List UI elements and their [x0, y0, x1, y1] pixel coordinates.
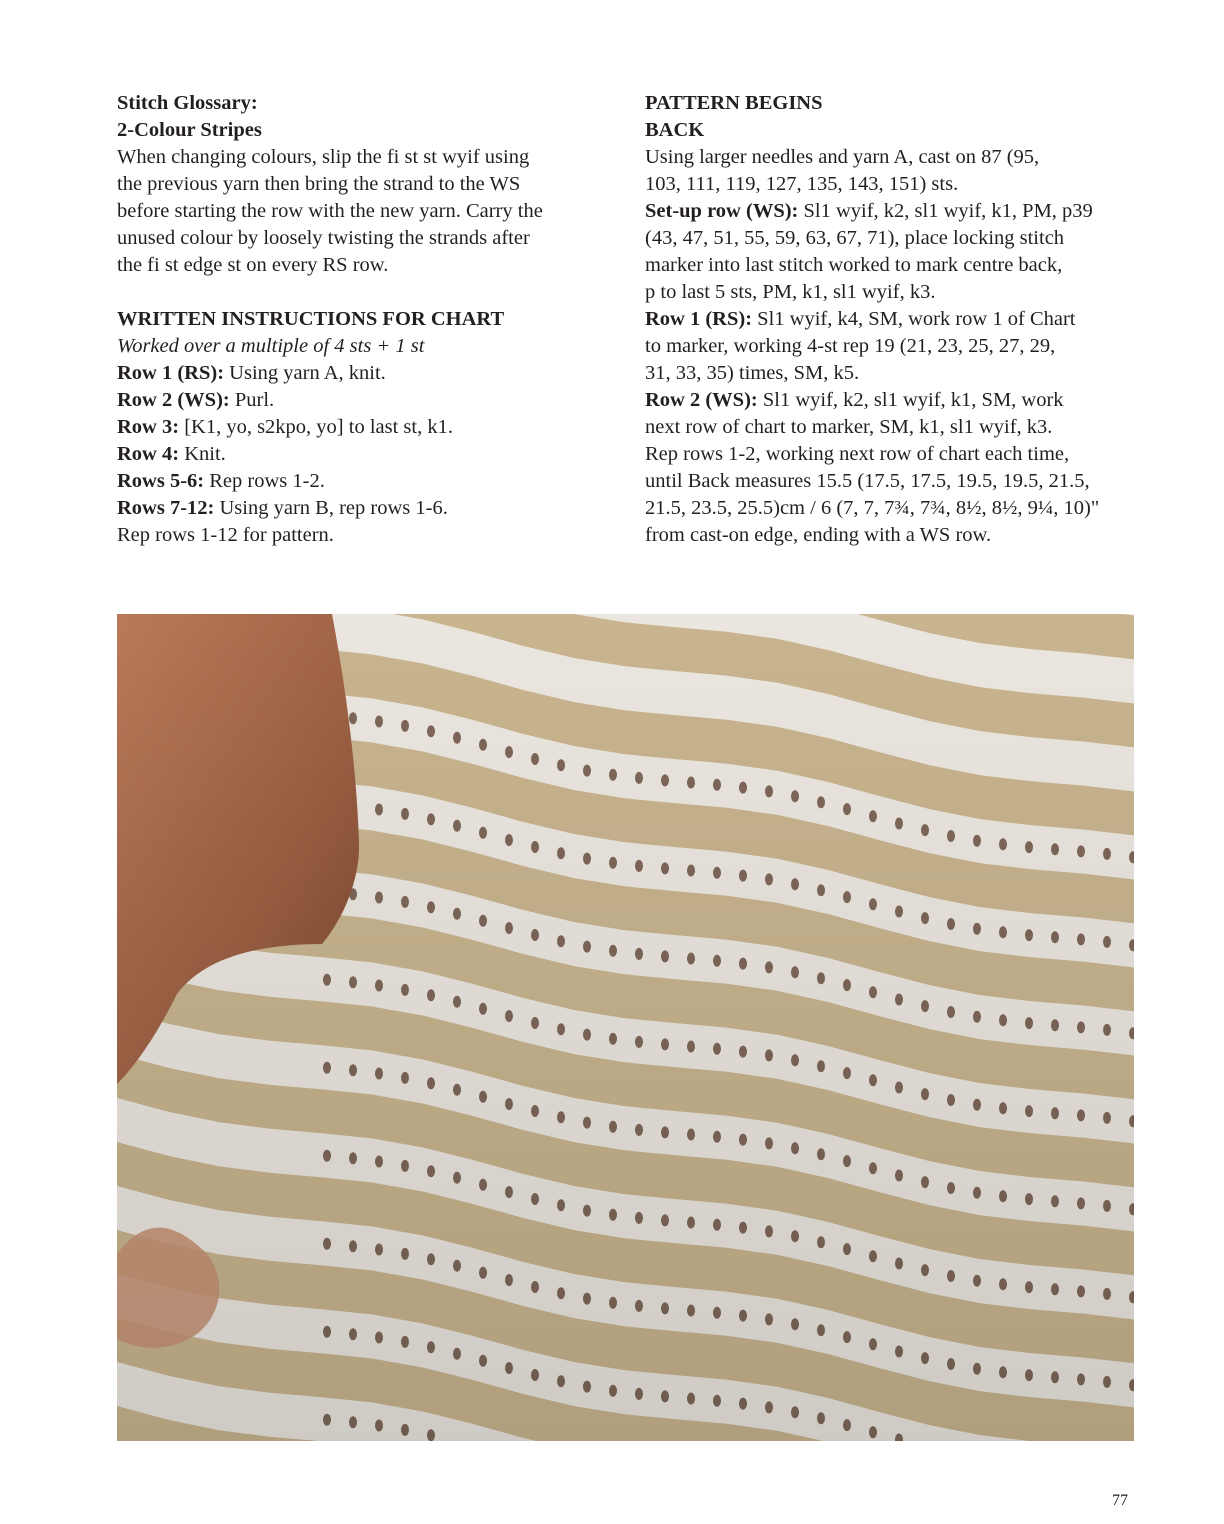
back-heading: BACK: [645, 119, 705, 141]
row-label: Row 4:: [117, 443, 180, 465]
chart-row: [117, 495, 602, 522]
setup-line: p to last 5 sts, PM, k1, sl1 wyif, k3.: [645, 281, 936, 303]
cast-on-line: Using larger needles and yarn A, cast on 87 (95,: [645, 146, 1040, 168]
setup-line: (43, 47, 51, 55, 59, 63, 67, 71), place locking stitch: [645, 227, 1065, 249]
row-text: Using yarn A, knit.: [224, 362, 386, 384]
row1-line: to marker, working 4-st rep 19 (21, 23, 25, 27, 29,: [645, 335, 1056, 357]
rep-line: from cast-on edge, ending with a WS row.: [645, 524, 992, 546]
knit-lace-photo-icon: [117, 614, 1134, 1441]
chart-row: [117, 414, 602, 441]
stripes-line: the fi st edge st on every RS row.: [117, 254, 389, 276]
stripes-heading: 2-Colour Stripes: [117, 119, 262, 141]
row2-label: Row 2 (WS):: [645, 389, 758, 411]
setup-line: marker into last stitch worked to mark centre back,: [645, 254, 1063, 276]
row-text: [K1, yo, s2kpo, yo] to last st, k1.: [179, 416, 453, 438]
stripes-line: the previous yarn then bring the strand to the WS: [117, 173, 521, 195]
setup-row: [645, 198, 1120, 225]
chart-row: [117, 360, 602, 387]
left-column: [117, 90, 602, 549]
setup-text: Sl1 wyif, k2, sl1 wyif, k1, PM, p39: [798, 200, 1093, 222]
row-label: Row 3:: [117, 416, 180, 438]
stripes-line: before starting the row with the new yarn. Carry the: [117, 200, 543, 222]
row-text: Rep rows 1-2.: [204, 470, 325, 492]
row-label: Rows 5-6:: [117, 470, 205, 492]
row-label: Row 1 (RS):: [117, 362, 225, 384]
chart-row: [117, 468, 602, 495]
row-text: Purl.: [229, 389, 275, 411]
rep-line: Rep rows 1-2, working next row of chart each time,: [645, 443, 1070, 465]
knit-lace-photo: [117, 614, 1134, 1441]
chart-subheading: Worked over a multiple of 4 sts + 1 st: [117, 335, 425, 357]
chart-row: [117, 441, 602, 468]
chart-row: [117, 387, 602, 414]
stripes-line: unused colour by loosely twisting the strands after: [117, 227, 530, 249]
rep-line: until Back measures 15.5 (17.5, 17.5, 19.5, 19.5, 21.5,: [645, 470, 1090, 492]
row-label: Rows 7-12:: [117, 497, 215, 519]
row1: [645, 306, 1120, 333]
right-column: [645, 90, 1120, 549]
row-text: Knit.: [179, 443, 226, 465]
row-label: Row 2 (WS):: [117, 389, 230, 411]
rep-line: Rep rows 1-12 for pattern.: [117, 524, 334, 546]
row1-line: 31, 33, 35) times, SM, k5.: [645, 362, 860, 384]
rep-line: 21.5, 23.5, 25.5)cm / 6 (7, 7, 7¾, 7¾, 8½, 8½, 9¼, 10)": [645, 497, 1100, 519]
setup-label: Set-up row (WS):: [645, 200, 799, 222]
row1-text: Sl1 wyif, k4, SM, work row 1 of Chart: [752, 308, 1076, 330]
pattern-heading: PATTERN BEGINS: [645, 92, 823, 114]
row-text: Using yarn B, rep rows 1-6.: [214, 497, 448, 519]
paragraph-gap: [117, 279, 602, 306]
chart-heading: WRITTEN INSTRUCTIONS FOR CHART: [117, 308, 505, 330]
page-number: 77: [1112, 1492, 1128, 1509]
row2: [645, 387, 1120, 414]
row2-line: next row of chart to marker, SM, k1, sl1 wyif, k3.: [645, 416, 1053, 438]
glossary-heading: Stitch Glossary:: [117, 92, 258, 114]
row1-label: Row 1 (RS):: [645, 308, 753, 330]
stripes-line: When changing colours, slip the fi st st wyif using: [117, 146, 530, 168]
row2-text: Sl1 wyif, k2, sl1 wyif, k1, SM, work: [757, 389, 1064, 411]
cast-on-line: 103, 111, 119, 127, 135, 143, 151) sts.: [645, 173, 959, 195]
